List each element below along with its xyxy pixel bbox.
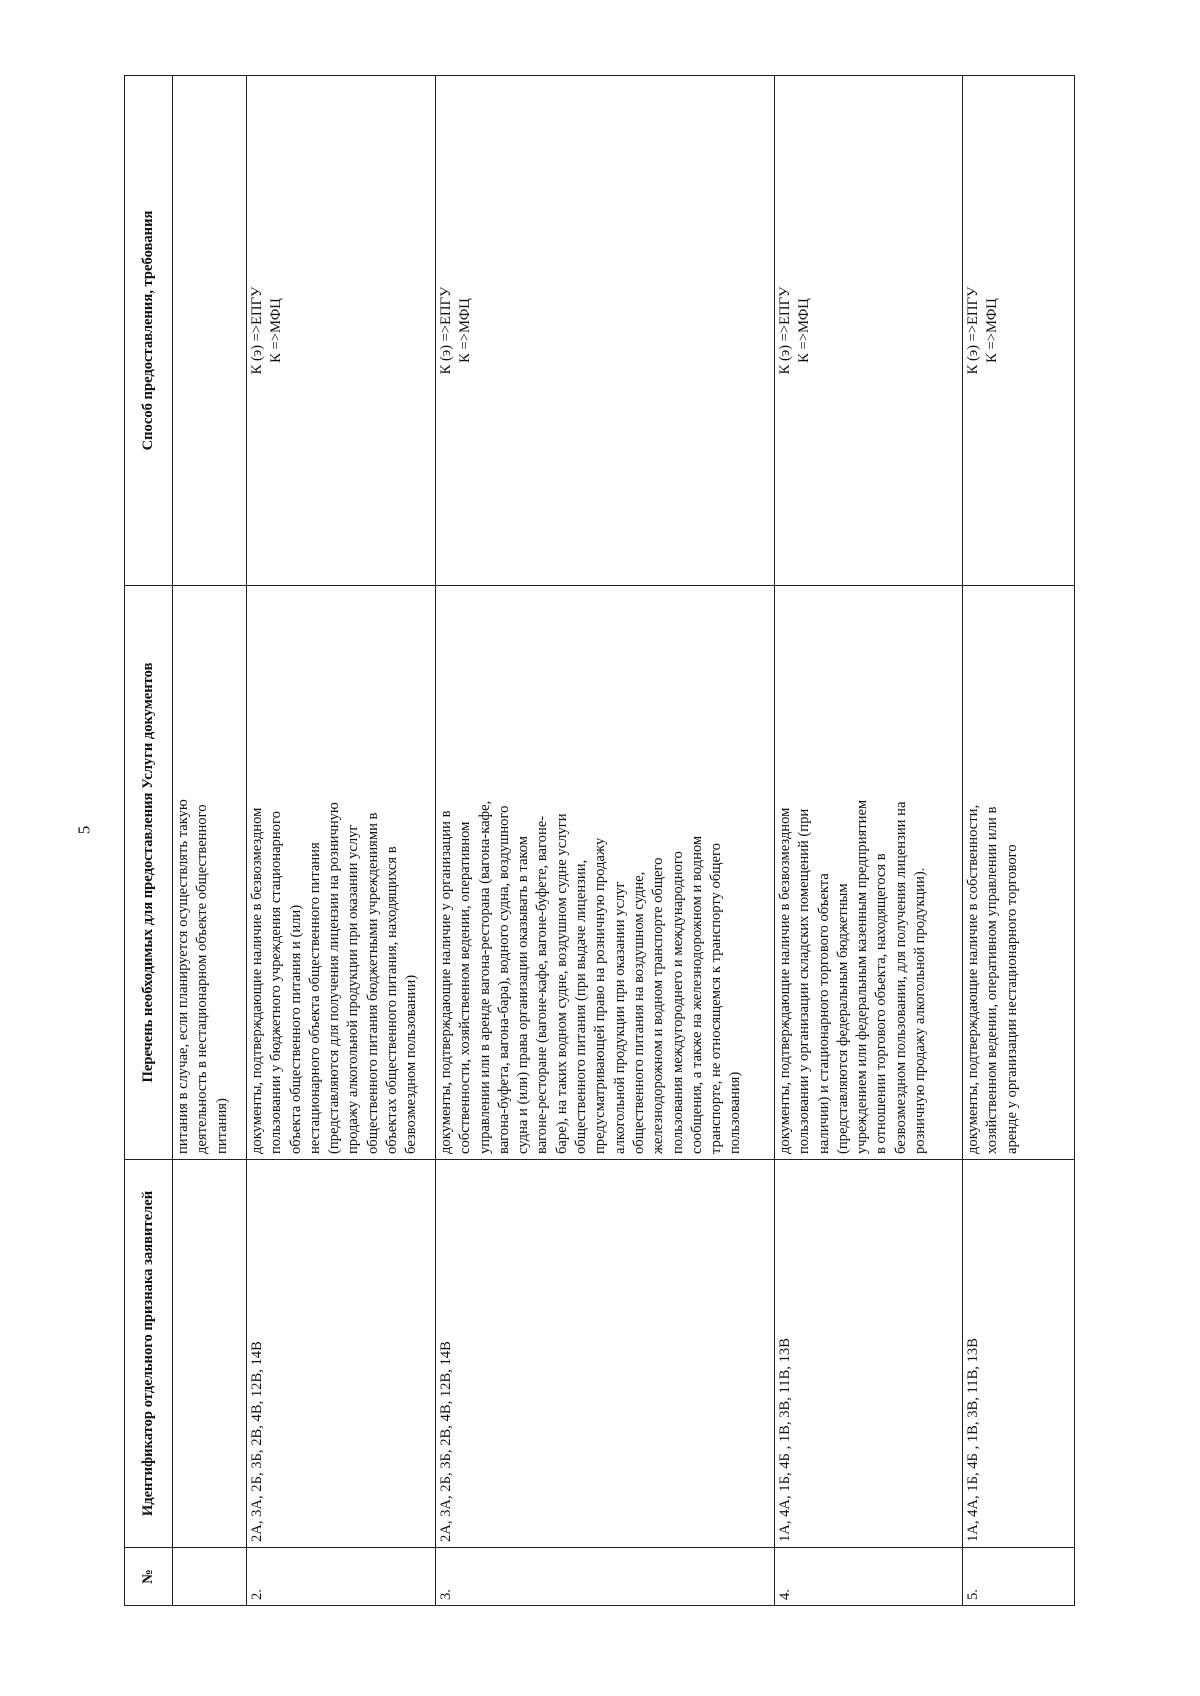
submission-method: [247, 76, 436, 586]
document-text-line: баре), на таких водном судне, воздушном судне услуги: [553, 813, 570, 1154]
document-text-line: наличии) и стационарного торгового объекта: [815, 873, 832, 1154]
submission-method: [436, 76, 775, 586]
document-text-line: пользования междугороднего и международного: [669, 851, 686, 1154]
document-text-line: деятельность в нестационарном объекте общественного: [194, 804, 211, 1154]
document-text-line: пользовании у бюджетного учреждения стационарного: [268, 811, 285, 1154]
row-number: 3.: [436, 1548, 775, 1606]
row-number: [173, 1548, 247, 1606]
document-text-line: железнодорожном и водном транспорте общего: [650, 857, 667, 1154]
document-text-line: документы, подтверждающие наличие в собственности,: [965, 804, 981, 1154]
table-body: [173, 76, 1075, 1606]
document-text-line: документы, подтверждающие наличие в безвозмездном: [777, 807, 793, 1154]
table-header-row: [125, 76, 173, 1606]
method-line: К =>МФЦ: [268, 298, 285, 363]
document-text-line: (представляются федеральным бюджетным: [834, 883, 851, 1154]
services-documents-table: [124, 75, 1075, 1606]
document-text-line: транспорте, не относящемся к транспорту общего: [708, 843, 725, 1154]
method-line: К (э) =>ЕПГУ: [438, 286, 454, 375]
header-docs: Перечень необходимых для предоставления Услуги документов: [125, 586, 173, 1160]
document-text-line: питания в случае, если планируется осуществлять такую: [175, 799, 191, 1154]
document-text-line: пользования): [727, 1071, 744, 1154]
method-line: К (э) =>ЕПГУ: [965, 286, 981, 375]
document-text-line: безвозмездном пользовании): [403, 974, 420, 1154]
document-text-line: собственности, хозяйственном ведении, оперативном: [457, 821, 474, 1154]
method-line: К (э) =>ЕПГУ: [249, 286, 265, 375]
document-text-line: учреждением или федеральным казенным предприятием: [854, 799, 871, 1154]
document-text-line: нестационарного объекта общественного питания: [306, 842, 323, 1154]
required-documents: [436, 586, 775, 1160]
table-row: [173, 76, 247, 1606]
document-text-line: объектах общественного питания, находящихся в: [384, 846, 401, 1154]
document-text-line: пользовании у организации складских помещений (при: [796, 808, 813, 1154]
document-text-line: общественного питания (при выдаче лицензии,: [573, 859, 590, 1154]
document-text-line: объекта общественного питания и (или): [287, 904, 304, 1154]
required-documents: [173, 586, 247, 1160]
document-text-line: вагоне-ресторане (вагоне-кафе, вагоне-буфете, вагоне-: [534, 815, 551, 1154]
document-text-line: алкогольной продукции при оказании услуг: [611, 881, 628, 1154]
document-text-line: в отношении торгового объекта, находящегося в: [873, 853, 890, 1154]
document-text-line: вагона-буфета, вагона-бара), водного судна, воздушного: [495, 805, 512, 1154]
header-num: №: [125, 1548, 173, 1606]
document-text-line: управлении или в аренде вагона-ресторана (вагона-кафе,: [476, 800, 493, 1154]
required-documents: [247, 586, 436, 1160]
document-text-line: хозяйственном ведении, оперативном управлении или в: [984, 806, 1001, 1154]
document-text-line: сообщения, а также на железнодорожном и водном: [688, 835, 705, 1154]
applicant-identifiers: 1А, 4А, 1Б, 4Б , 1В, 3В, 11В, 13В: [775, 1160, 963, 1548]
document-text-line: документы, подтверждающие наличие у организации в: [438, 810, 454, 1154]
method-line: К =>МФЦ: [457, 298, 474, 363]
document-text-line: общественного питания на воздушном судне,: [630, 871, 647, 1154]
header-method: Способ предоставления, требования: [125, 76, 173, 586]
submission-method: [963, 76, 1075, 586]
document-text-line: (представляются для получения лицензии на розничную: [326, 802, 343, 1154]
row-number: 5.: [963, 1548, 1075, 1606]
applicant-identifiers: 1А, 4А, 1Б, 4Б , 1В, 3В, 11В, 13В: [963, 1160, 1075, 1548]
document-text-line: розничную продажу алкогольной продукции).: [912, 867, 929, 1154]
method-line: К (э) =>ЕПГУ: [777, 286, 793, 375]
table-row: [436, 76, 775, 1606]
table-row: [775, 76, 963, 1606]
method-line: К =>МФЦ: [984, 298, 1001, 363]
applicant-identifiers: 2А, 3А, 2Б, 3Б, 2В, 4В, 12В, 14В: [247, 1160, 436, 1548]
method-line: К =>МФЦ: [796, 298, 813, 363]
document-text-line: судна и (или) права организации оказывать в таком: [515, 835, 532, 1154]
document-text-line: безвозмездном пользовании, для получения лицензии на: [892, 801, 909, 1154]
row-number: 2.: [247, 1548, 436, 1606]
submission-method: [775, 76, 963, 586]
document-text-line: продажу алкогольной продукции при оказании услуг: [345, 824, 362, 1154]
page-number: 5: [74, 825, 94, 835]
applicant-identifiers: 2А, 3А, 2Б, 3Б, 2В, 4В, 12В, 14В: [436, 1160, 775, 1548]
document-text-line: предусматривающей право на розничную продажу: [592, 837, 609, 1154]
document-text-line: документы, подтверждающие наличие в безвозмездном: [249, 807, 265, 1154]
applicant-identifiers: [173, 1160, 247, 1548]
document-text-line: питания): [213, 1098, 230, 1154]
rotated-table-wrapper: [124, 76, 1074, 1606]
document-text-line: аренде у организации нестационарного торгового: [1003, 844, 1020, 1154]
table-row: [963, 76, 1075, 1606]
submission-method: [173, 76, 247, 586]
row-number: 4.: [775, 1548, 963, 1606]
required-documents: [963, 586, 1075, 1160]
table-row: [247, 76, 436, 1606]
required-documents: [775, 586, 963, 1160]
document-text-line: общественного питания бюджетными учреждениями в: [364, 812, 381, 1154]
header-ident: Идентификатор отдельного признака заявителей: [125, 1160, 173, 1548]
